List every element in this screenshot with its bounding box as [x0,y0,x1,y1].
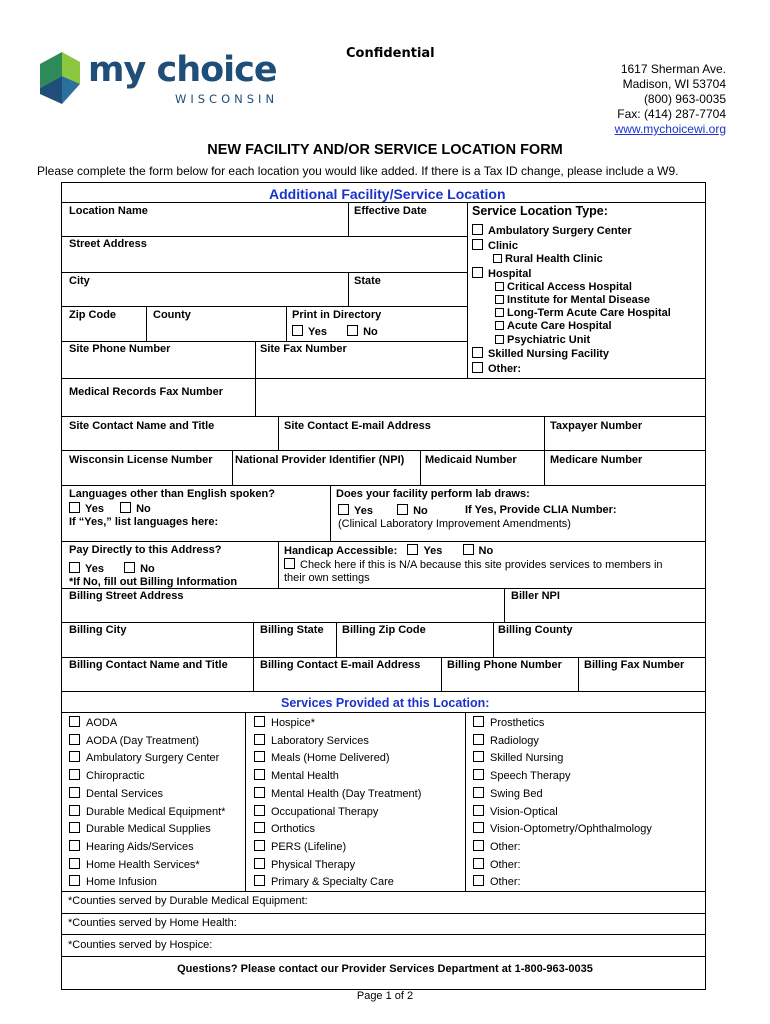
service-label: Laboratory Services [271,734,369,747]
questions-contact: Questions? Please contact our Provider Services Department at 1-800-963-0035 [177,963,593,975]
site-contact-name-label: Site Contact Name and Title [69,420,215,432]
service-label: Other: [490,876,521,889]
service-checkbox[interactable] [473,751,484,762]
page-number: Page 1 of 2 [356,990,414,1002]
service-option[interactable] [69,769,145,782]
counties-home-health-label: *Counties served by Home Health: [68,917,237,929]
service-label: Occupational Therapy [271,805,379,818]
lab-yes-checkbox[interactable] [338,504,349,515]
billing-state-label: Billing State [260,624,324,636]
clia-number-label: If Yes, Provide CLIA Number: [465,504,617,516]
print-directory-yes-checkbox[interactable] [292,325,303,336]
location-type-item[interactable]: Ambulatory Surgery Center [472,224,632,237]
billing-county-label: Billing County [498,624,573,636]
print-directory-options [292,325,378,338]
service-checkbox[interactable] [473,734,484,745]
service-option[interactable] [254,734,369,747]
service-label: Other: [490,840,521,853]
location-type-item[interactable]: Skilled Nursing Facility [472,347,609,360]
service-option[interactable] [473,787,543,800]
city-label: City [69,275,90,287]
service-option[interactable] [69,858,200,871]
service-option[interactable] [69,840,194,853]
service-checkbox[interactable] [69,751,80,762]
service-checkbox[interactable] [473,858,484,869]
service-label: Swing Bed [490,787,543,800]
website-link[interactable]: www.mychoicewi.org [614,122,726,136]
lab-no-checkbox[interactable] [397,504,408,515]
service-option[interactable] [254,751,390,764]
effective-date-label: Effective Date [354,205,427,217]
taxpayer-number-label: Taxpayer Number [550,420,643,432]
service-checkbox[interactable] [254,875,265,886]
counties-dme-label: *Counties served by Durable Medical Equipment: [68,895,308,907]
address-line: Madison, WI 53704 [622,77,726,91]
service-checkbox[interactable] [254,822,265,833]
service-label: AODA (Day Treatment) [86,734,200,747]
billing-street-label: Billing Street Address [69,590,184,602]
service-option[interactable] [69,805,225,818]
service-checkbox[interactable] [69,822,80,833]
service-checkbox[interactable] [473,769,484,780]
service-option[interactable] [69,734,199,747]
handicap-yes-checkbox[interactable] [407,544,418,555]
pay-directly-question: Pay Directly to this Address? [69,544,222,556]
wisconsin-license-label: Wisconsin License Number [69,454,213,466]
service-option[interactable] [473,769,571,782]
clia-note: (Clinical Laboratory Improvement Amendments) [338,518,571,530]
state-label: State [354,275,381,287]
service-label: Hospice* [271,717,316,729]
site-contact-email-label: Site Contact E-mail Address [284,420,431,432]
service-label: Home Health Services* [86,858,200,871]
service-checkbox[interactable] [69,840,80,851]
street-address-label: Street Address [69,238,147,250]
handicap-no-checkbox[interactable] [463,544,474,555]
service-checkbox[interactable] [254,751,265,762]
biller-npi-label: Biller NPI [511,590,560,602]
billing-city-label: Billing City [69,624,127,636]
fax-line: Fax: (414) 287-7704 [617,107,726,121]
my-choice-wisconsin-logo [38,50,283,112]
location-type-title: Service Location Type: [472,204,608,218]
service-label: Dental Services [86,787,164,800]
service-label: Home Infusion [86,876,157,889]
service-option[interactable] [69,716,117,729]
na-note-continued: their own settings [284,572,370,584]
logo-subtitle: WISCONSIN [175,92,279,106]
service-label: Durable Medical Equipment* [86,805,226,818]
service-checkbox[interactable] [254,787,265,798]
billing-fax-label: Billing Fax Number [584,659,685,671]
service-label: Meals (Home Delivered) [271,752,390,765]
lab-draws-options: Yes No [338,504,428,517]
counties-hospice-label: *Counties served by Hospice: [68,939,213,951]
service-checkbox[interactable] [254,769,265,780]
location-type-subitem[interactable]: Acute Care Hospital [495,320,612,332]
service-option[interactable] [473,751,563,764]
pay-directly-options: Yes No [69,562,155,575]
service-label: Physical Therapy [271,858,356,871]
na-checkbox-row[interactable] [284,558,663,571]
site-fax-label: Site Fax Number [260,343,347,355]
county-label: County [153,309,191,321]
service-label: Radiology [490,734,539,747]
service-checkbox[interactable] [69,716,80,727]
billing-contact-label: Billing Contact Name and Title [69,659,228,671]
service-label: Other: [490,858,521,871]
npi-label: National Provider Identifier (NPI) [235,454,405,466]
service-option[interactable] [254,716,315,729]
service-option[interactable] [254,805,378,818]
service-label: Durable Medical Supplies [86,823,211,836]
service-checkbox[interactable] [69,734,80,745]
billing-phone-label: Billing Phone Number [447,659,562,671]
service-option[interactable] [254,787,421,800]
medicare-number-label: Medicare Number [550,454,643,466]
service-checkbox[interactable] [473,716,484,727]
location-type-item[interactable]: Clinic [472,239,518,252]
location-type-item[interactable]: Other: [472,362,521,375]
languages-list-label: If “Yes,” list languages here: [69,516,219,528]
form-title: NEW FACILITY AND/OR SERVICE LOCATION FORM [207,142,563,158]
location-name-label: Location Name [69,205,148,217]
billing-zip-label: Billing Zip Code [342,624,426,636]
phone-line: (800) 963-0035 [643,92,726,106]
service-checkbox[interactable] [473,787,484,798]
service-label: Hearing Aids/Services [86,840,194,853]
service-checkbox[interactable] [69,787,80,798]
service-label: Mental Health [271,770,339,783]
service-option[interactable] [473,822,652,835]
service-option[interactable] [69,822,211,835]
service-label: Vision-Optometry/Ophthalmology [490,823,652,836]
address-line: 1617 Sherman Ave. [620,62,726,76]
intro-text: Please complete the form below for each location you would like added. If there is a Tax ID change, please include a W9. [37,164,679,178]
no-label: No [363,326,378,338]
service-label: Orthotics [271,823,316,836]
logo-wordmark: my choice [88,50,277,90]
pay-directly-yes-checkbox[interactable] [69,562,80,573]
handicap-accessible: Handicap Accessible: Yes No [284,545,494,557]
service-checkbox[interactable] [473,875,484,886]
service-label: Chiropractic [86,770,145,783]
service-checkbox[interactable] [473,805,484,816]
service-label: Skilled Nursing [490,752,564,765]
languages-yes-checkbox[interactable] [69,502,80,513]
service-option[interactable] [254,875,394,888]
service-label: AODA [86,717,118,729]
service-option[interactable] [69,751,219,764]
service-option[interactable] [473,734,539,747]
languages-question: Languages other than English spoken? [69,488,275,500]
lab-draws-question: Does your facility perform lab draws: [336,488,530,500]
service-label: PERS (Lifeline) [271,840,347,853]
na-note: Check here if this is N/A because this site provides services to members in [300,559,663,571]
medical-records-fax-label: Medical Records Fax Number [69,386,224,398]
service-option[interactable] [254,858,355,871]
service-option[interactable] [254,840,346,853]
service-checkbox[interactable] [69,858,80,869]
service-option[interactable] [254,822,315,835]
service-label: Primary & Specialty Care [271,876,394,889]
languages-options: Yes No [69,502,151,515]
print-directory-no-checkbox[interactable] [347,325,358,336]
location-type-item[interactable]: Hospital [472,267,531,280]
fill-billing-note: *If No, fill out Billing Information [69,576,238,588]
service-label: Prosthetics [490,717,545,729]
billing-email-label: Billing Contact E-mail Address [260,659,421,671]
site-phone-label: Site Phone Number [69,343,171,355]
na-checkbox[interactable] [284,558,295,569]
service-option[interactable] [473,840,521,853]
service-checkbox[interactable] [69,805,80,816]
confidential-label: Confidential [346,46,435,61]
medicaid-number-label: Medicaid Number [425,454,517,466]
location-type-subitem[interactable]: Long-Term Acute Care Hospital [495,307,671,319]
handicap-label: Handicap Accessible: [284,545,398,557]
service-checkbox[interactable] [254,840,265,851]
service-checkbox[interactable] [69,769,80,780]
section-title-services: Services Provided at this Location: [281,696,490,710]
service-option[interactable] [473,716,544,729]
service-option[interactable] [254,769,339,782]
facility-form [61,182,706,990]
location-type-subitem[interactable]: Institute for Mental Disease [495,294,650,306]
location-type-subitem[interactable]: Rural Health Clinic [493,253,603,265]
service-checkbox[interactable] [254,734,265,745]
service-checkbox[interactable] [254,716,265,727]
service-option[interactable] [473,805,558,818]
section-title-facility: Additional Facility/Service Location [269,186,506,202]
service-label: Speech Therapy [490,770,571,783]
languages-no-checkbox[interactable] [120,502,131,513]
service-checkbox[interactable] [473,840,484,851]
service-label: Vision-Optical [490,805,558,818]
location-type-subitem[interactable]: Critical Access Hospital [495,281,632,293]
service-option[interactable] [473,875,521,888]
pay-directly-no-checkbox[interactable] [124,562,135,573]
service-option[interactable] [69,787,163,800]
service-option[interactable] [473,858,521,871]
print-directory-label: Print in Directory [292,309,382,321]
address-block [615,62,726,137]
service-checkbox[interactable] [473,822,484,833]
location-type-subitem[interactable]: Psychiatric Unit [495,334,590,346]
service-label: Ambulatory Surgery Center [86,752,220,765]
service-label: Mental Health (Day Treatment) [271,787,422,800]
yes-label: Yes [308,326,327,338]
service-option[interactable] [69,875,157,888]
service-checkbox[interactable] [254,858,265,869]
zip-code-label: Zip Code [69,309,117,321]
service-checkbox[interactable] [254,805,265,816]
service-checkbox[interactable] [69,875,80,886]
